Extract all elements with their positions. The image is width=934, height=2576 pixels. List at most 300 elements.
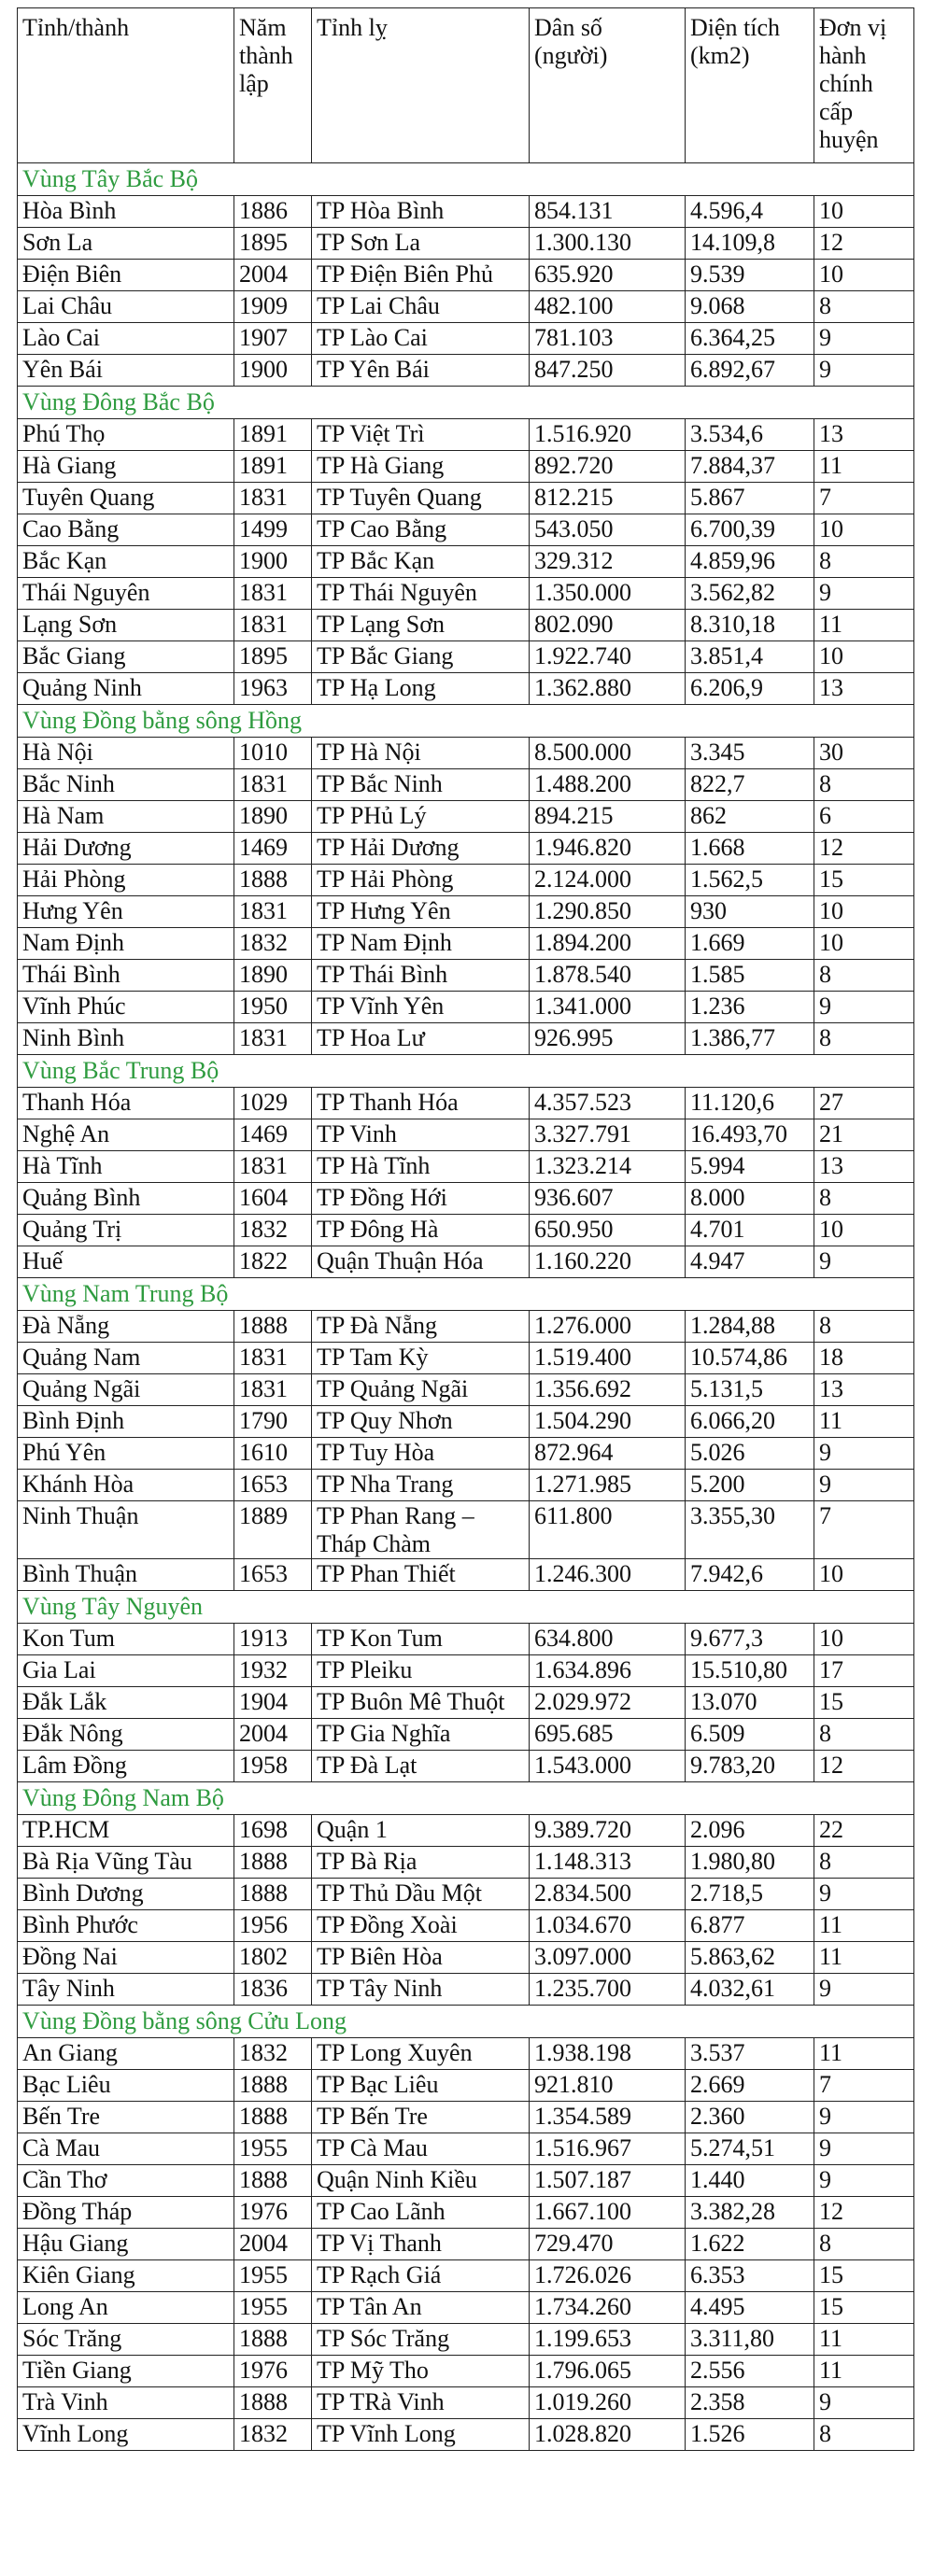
cell-founded-year: 1698	[234, 1815, 312, 1847]
cell-population: 3.327.791	[530, 1119, 686, 1151]
cell-district-units: 10	[814, 1559, 914, 1591]
cell-district-units: 8	[814, 1311, 914, 1343]
table-row	[18, 1559, 914, 1591]
cell-area: 822,7	[686, 769, 814, 801]
cell-founded-year: 1888	[234, 1311, 312, 1343]
cell-area: 9.677,3	[686, 1624, 814, 1655]
table-row	[18, 1246, 914, 1278]
cell-area: 13.070	[686, 1687, 814, 1719]
cell-area: 8.000	[686, 1183, 814, 1215]
region-row	[18, 163, 914, 196]
table-row	[18, 2260, 914, 2292]
cell-founded-year: 1832	[234, 2038, 312, 2070]
header-area: Diện tích (km2)	[686, 8, 814, 163]
cell-founded-year: 1831	[234, 896, 312, 928]
cell-capital: TP Vĩnh Long	[312, 2419, 530, 2451]
cell-area: 4.596,4	[686, 196, 814, 228]
cell-province: Lai Châu	[18, 291, 234, 323]
cell-population: 847.250	[530, 355, 686, 387]
cell-founded-year: 1932	[234, 1655, 312, 1687]
cell-area: 9.539	[686, 260, 814, 291]
cell-district-units: 8	[814, 2419, 914, 2451]
cell-capital: TP Nha Trang	[312, 1470, 530, 1501]
cell-founded-year: 1890	[234, 960, 312, 992]
cell-capital: TP Tây Ninh	[312, 1974, 530, 2006]
cell-founded-year: 1802	[234, 1942, 312, 1974]
cell-population: 926.995	[530, 1023, 686, 1055]
cell-province: Đà Nẵng	[18, 1311, 234, 1343]
table-row	[18, 2324, 914, 2356]
cell-province: Bình Dương	[18, 1879, 234, 1910]
cell-province: TP.HCM	[18, 1815, 234, 1847]
table-row	[18, 1719, 914, 1751]
region-row	[18, 1055, 914, 1088]
cell-district-units: 9	[814, 2387, 914, 2419]
cell-founded-year: 1891	[234, 451, 312, 483]
cell-district-units: 10	[814, 641, 914, 673]
cell-province: Cao Bằng	[18, 514, 234, 546]
cell-district-units: 9	[814, 1438, 914, 1470]
table-row	[18, 1215, 914, 1246]
table-row	[18, 960, 914, 992]
cell-founded-year: 1029	[234, 1088, 312, 1119]
table-row	[18, 1438, 914, 1470]
cell-district-units: 10	[814, 1215, 914, 1246]
cell-population: 2.834.500	[530, 1879, 686, 1910]
cell-capital: TP Đông Hà	[312, 1215, 530, 1246]
cell-province: Phú Yên	[18, 1438, 234, 1470]
cell-capital: TP Quảng Ngãi	[312, 1374, 530, 1406]
cell-founded-year: 1900	[234, 546, 312, 578]
cell-population: 9.389.720	[530, 1815, 686, 1847]
cell-population: 1.290.850	[530, 896, 686, 928]
cell-population: 1.726.026	[530, 2260, 686, 2292]
table-row	[18, 610, 914, 641]
cell-founded-year: 1963	[234, 673, 312, 705]
cell-founded-year: 1831	[234, 1151, 312, 1183]
cell-area: 1.622	[686, 2229, 814, 2260]
cell-population: 1.362.880	[530, 673, 686, 705]
cell-province: Bà Rịa Vũng Tàu	[18, 1847, 234, 1879]
table-row	[18, 2102, 914, 2133]
cell-district-units: 18	[814, 1343, 914, 1374]
cell-province: Cần Thơ	[18, 2165, 234, 2197]
cell-area: 7.884,37	[686, 451, 814, 483]
cell-capital: TP Gia Nghĩa	[312, 1719, 530, 1751]
cell-area: 2.669	[686, 2070, 814, 2102]
table-row	[18, 2356, 914, 2387]
cell-population: 936.607	[530, 1183, 686, 1215]
cell-population: 4.357.523	[530, 1088, 686, 1119]
cell-area: 6.353	[686, 2260, 814, 2292]
cell-founded-year: 1469	[234, 1119, 312, 1151]
table-row	[18, 1183, 914, 1215]
cell-area: 7.942,6	[686, 1559, 814, 1591]
cell-district-units: 10	[814, 260, 914, 291]
cell-population: 1.246.300	[530, 1559, 686, 1591]
cell-area: 6.066,20	[686, 1406, 814, 1438]
table-row	[18, 196, 914, 228]
cell-founded-year: 1499	[234, 514, 312, 546]
cell-population: 2.029.972	[530, 1687, 686, 1719]
cell-area: 1.669	[686, 928, 814, 960]
region-name: Vùng Đồng bằng sông Cửu Long	[18, 2006, 914, 2038]
cell-population: 802.090	[530, 610, 686, 641]
cell-capital: TP Hạ Long	[312, 673, 530, 705]
table-row	[18, 546, 914, 578]
cell-capital: TP Hải Dương	[312, 833, 530, 865]
cell-area: 5.867	[686, 483, 814, 514]
table-row	[18, 1974, 914, 2006]
cell-population: 1.276.000	[530, 1311, 686, 1343]
cell-population: 1.894.200	[530, 928, 686, 960]
cell-province: Bạc Liêu	[18, 2070, 234, 2102]
cell-capital: TP Sơn La	[312, 228, 530, 260]
cell-area: 4.495	[686, 2292, 814, 2324]
table-row	[18, 928, 914, 960]
table-row	[18, 228, 914, 260]
cell-area: 1.440	[686, 2165, 814, 2197]
cell-district-units: 10	[814, 514, 914, 546]
cell-capital: TP Mỹ Tho	[312, 2356, 530, 2387]
table-row	[18, 1374, 914, 1406]
cell-province: Đồng Nai	[18, 1942, 234, 1974]
cell-capital: TP Sóc Trăng	[312, 2324, 530, 2356]
table-row	[18, 1119, 914, 1151]
cell-district-units: 9	[814, 1470, 914, 1501]
region-name: Vùng Nam Trung Bộ	[18, 1278, 914, 1311]
cell-area: 6.206,9	[686, 673, 814, 705]
cell-district-units: 8	[814, 1719, 914, 1751]
table-row	[18, 896, 914, 928]
cell-province: Cà Mau	[18, 2133, 234, 2165]
cell-province: Vĩnh Long	[18, 2419, 234, 2451]
cell-province: Bắc Ninh	[18, 769, 234, 801]
cell-district-units: 11	[814, 1406, 914, 1438]
cell-district-units: 12	[814, 228, 914, 260]
cell-capital: TP Lào Cai	[312, 323, 530, 355]
cell-founded-year: 1831	[234, 769, 312, 801]
cell-province: Bình Định	[18, 1406, 234, 1438]
cell-area: 4.032,61	[686, 1974, 814, 2006]
cell-founded-year: 2004	[234, 260, 312, 291]
cell-district-units: 7	[814, 2070, 914, 2102]
header-row	[18, 8, 914, 163]
cell-area: 930	[686, 896, 814, 928]
cell-district-units: 17	[814, 1655, 914, 1687]
table-row	[18, 260, 914, 291]
cell-province: An Giang	[18, 2038, 234, 2070]
table-row	[18, 769, 914, 801]
cell-province: Quảng Ninh	[18, 673, 234, 705]
cell-district-units: 11	[814, 2038, 914, 2070]
cell-district-units: 9	[814, 2133, 914, 2165]
cell-area: 16.493,70	[686, 1119, 814, 1151]
table-row	[18, 451, 914, 483]
cell-province: Tuyên Quang	[18, 483, 234, 514]
cell-founded-year: 1010	[234, 738, 312, 769]
cell-area: 3.562,82	[686, 578, 814, 610]
region-row	[18, 1278, 914, 1311]
table-row	[18, 1687, 914, 1719]
cell-founded-year: 1822	[234, 1246, 312, 1278]
table-row	[18, 291, 914, 323]
cell-population: 1.354.589	[530, 2102, 686, 2133]
cell-district-units: 9	[814, 1974, 914, 2006]
cell-area: 4.701	[686, 1215, 814, 1246]
cell-population: 812.215	[530, 483, 686, 514]
cell-area: 2.358	[686, 2387, 814, 2419]
cell-district-units: 7	[814, 1501, 914, 1559]
cell-population: 729.470	[530, 2229, 686, 2260]
cell-founded-year: 1891	[234, 419, 312, 451]
cell-population: 611.800	[530, 1501, 686, 1559]
cell-district-units: 13	[814, 419, 914, 451]
cell-district-units: 11	[814, 2356, 914, 2387]
cell-capital: TP Tuy Hòa	[312, 1438, 530, 1470]
cell-area: 6.877	[686, 1910, 814, 1942]
cell-province: Sơn La	[18, 228, 234, 260]
table-row	[18, 673, 914, 705]
cell-district-units: 10	[814, 928, 914, 960]
cell-province: Hậu Giang	[18, 2229, 234, 2260]
cell-population: 1.160.220	[530, 1246, 686, 1278]
cell-province: Lạng Sơn	[18, 610, 234, 641]
header-founded-year: Năm thành lập	[234, 8, 312, 163]
cell-district-units: 12	[814, 2197, 914, 2229]
table-row	[18, 1470, 914, 1501]
cell-population: 3.097.000	[530, 1942, 686, 1974]
cell-area: 3.537	[686, 2038, 814, 2070]
region-row	[18, 387, 914, 419]
cell-area: 1.980,80	[686, 1847, 814, 1879]
cell-district-units: 15	[814, 865, 914, 896]
cell-founded-year: 1832	[234, 1215, 312, 1246]
cell-population: 1.350.000	[530, 578, 686, 610]
cell-population: 894.215	[530, 801, 686, 833]
cell-province: Hà Nội	[18, 738, 234, 769]
cell-province: Hà Giang	[18, 451, 234, 483]
cell-founded-year: 2004	[234, 2229, 312, 2260]
cell-population: 1.516.920	[530, 419, 686, 451]
table-row	[18, 2292, 914, 2324]
cell-capital: TP Hải Phòng	[312, 865, 530, 896]
cell-founded-year: 1888	[234, 865, 312, 896]
cell-province: Bến Tre	[18, 2102, 234, 2133]
cell-capital: TP Nam Định	[312, 928, 530, 960]
cell-founded-year: 1909	[234, 291, 312, 323]
cell-area: 5.274,51	[686, 2133, 814, 2165]
cell-district-units: 12	[814, 1751, 914, 1782]
cell-district-units: 8	[814, 546, 914, 578]
table-row	[18, 2165, 914, 2197]
cell-founded-year: 1889	[234, 1501, 312, 1559]
cell-area: 5.131,5	[686, 1374, 814, 1406]
province-table-sheet	[17, 7, 913, 2451]
table-row	[18, 1023, 914, 1055]
table-row	[18, 1088, 914, 1119]
table-row	[18, 2229, 914, 2260]
cell-population: 1.878.540	[530, 960, 686, 992]
cell-founded-year: 1888	[234, 1847, 312, 1879]
cell-district-units: 30	[814, 738, 914, 769]
cell-area: 1.236	[686, 992, 814, 1023]
cell-area: 1.668	[686, 833, 814, 865]
cell-population: 1.341.000	[530, 992, 686, 1023]
cell-capital: TP Phan Thiết	[312, 1559, 530, 1591]
cell-province: Huế	[18, 1246, 234, 1278]
table-row	[18, 833, 914, 865]
cell-population: 482.100	[530, 291, 686, 323]
cell-area: 5.026	[686, 1438, 814, 1470]
cell-capital: TP Việt Trì	[312, 419, 530, 451]
cell-area: 8.310,18	[686, 610, 814, 641]
header-district-units: Đơn vị hành chính cấp huyện	[814, 8, 914, 163]
cell-district-units: 11	[814, 1942, 914, 1974]
cell-population: 1.734.260	[530, 2292, 686, 2324]
cell-population: 1.634.896	[530, 1655, 686, 1687]
cell-area: 1.585	[686, 960, 814, 992]
cell-founded-year: 1890	[234, 801, 312, 833]
cell-founded-year: 1904	[234, 1687, 312, 1719]
cell-population: 2.124.000	[530, 865, 686, 896]
cell-district-units: 8	[814, 1023, 914, 1055]
cell-founded-year: 1888	[234, 2070, 312, 2102]
cell-population: 1.323.214	[530, 1151, 686, 1183]
cell-founded-year: 1604	[234, 1183, 312, 1215]
cell-area: 3.851,4	[686, 641, 814, 673]
cell-district-units: 27	[814, 1088, 914, 1119]
cell-founded-year: 1900	[234, 355, 312, 387]
cell-district-units: 21	[814, 1119, 914, 1151]
cell-population: 1.271.985	[530, 1470, 686, 1501]
cell-district-units: 11	[814, 1910, 914, 1942]
cell-population: 1.019.260	[530, 2387, 686, 2419]
cell-capital: Quận 1	[312, 1815, 530, 1847]
cell-province: Bình Phước	[18, 1910, 234, 1942]
cell-population: 1.946.820	[530, 833, 686, 865]
cell-population: 781.103	[530, 323, 686, 355]
cell-capital: TP Đà Nẵng	[312, 1311, 530, 1343]
cell-founded-year: 1888	[234, 2324, 312, 2356]
cell-area: 2.556	[686, 2356, 814, 2387]
cell-district-units: 9	[814, 2102, 914, 2133]
cell-province: Kon Tum	[18, 1624, 234, 1655]
cell-district-units: 9	[814, 2165, 914, 2197]
cell-province: Trà Vinh	[18, 2387, 234, 2419]
cell-capital: TP Tuyên Quang	[312, 483, 530, 514]
table-row	[18, 1343, 914, 1374]
cell-capital: Quận Thuận Hóa	[312, 1246, 530, 1278]
cell-population: 1.796.065	[530, 2356, 686, 2387]
cell-province: Ninh Bình	[18, 1023, 234, 1055]
table-row	[18, 1847, 914, 1879]
cell-province: Ninh Thuận	[18, 1501, 234, 1559]
region-row	[18, 2006, 914, 2038]
cell-province: Quảng Ngãi	[18, 1374, 234, 1406]
cell-capital: TP Đồng Hới	[312, 1183, 530, 1215]
cell-founded-year: 1895	[234, 228, 312, 260]
table-row	[18, 323, 914, 355]
cell-capital: TP Kon Tum	[312, 1624, 530, 1655]
cell-area: 1.526	[686, 2419, 814, 2451]
cell-district-units: 8	[814, 769, 914, 801]
cell-capital: TP Vinh	[312, 1119, 530, 1151]
cell-population: 1.199.653	[530, 2324, 686, 2356]
table-row	[18, 419, 914, 451]
cell-population: 1.148.313	[530, 1847, 686, 1879]
cell-province: Nghệ An	[18, 1119, 234, 1151]
table-row	[18, 801, 914, 833]
cell-province: Lào Cai	[18, 323, 234, 355]
province-table	[17, 7, 914, 2451]
cell-founded-year: 1832	[234, 928, 312, 960]
cell-area: 862	[686, 801, 814, 833]
cell-capital: TP Bà Rịa	[312, 1847, 530, 1879]
cell-area: 5.200	[686, 1470, 814, 1501]
cell-area: 10.574,86	[686, 1343, 814, 1374]
region-row	[18, 705, 914, 738]
table-row	[18, 2133, 914, 2165]
cell-population: 1.516.967	[530, 2133, 686, 2165]
region-name: Vùng Tây Nguyên	[18, 1591, 914, 1624]
cell-area: 6.700,39	[686, 514, 814, 546]
cell-province: Phú Thọ	[18, 419, 234, 451]
cell-capital: TP PHủ Lý	[312, 801, 530, 833]
cell-province: Hòa Bình	[18, 196, 234, 228]
cell-area: 3.382,28	[686, 2197, 814, 2229]
table-body	[18, 163, 914, 2451]
cell-area: 1.284,88	[686, 1311, 814, 1343]
cell-area: 15.510,80	[686, 1655, 814, 1687]
cell-founded-year: 1469	[234, 833, 312, 865]
cell-capital: TP Buôn Mê Thuột	[312, 1687, 530, 1719]
cell-province: Hải Phòng	[18, 865, 234, 896]
cell-population: 329.312	[530, 546, 686, 578]
cell-district-units: 10	[814, 896, 914, 928]
cell-area: 3.534,6	[686, 419, 814, 451]
cell-capital: TP Vị Thanh	[312, 2229, 530, 2260]
cell-district-units: 11	[814, 610, 914, 641]
table-row	[18, 1942, 914, 1974]
cell-population: 635.920	[530, 260, 686, 291]
cell-founded-year: 1955	[234, 2133, 312, 2165]
cell-province: Long An	[18, 2292, 234, 2324]
cell-province: Yên Bái	[18, 355, 234, 387]
cell-province: Khánh Hòa	[18, 1470, 234, 1501]
cell-founded-year: 1790	[234, 1406, 312, 1438]
cell-population: 1.028.820	[530, 2419, 686, 2451]
cell-founded-year: 1976	[234, 2197, 312, 2229]
cell-capital: TP Vĩnh Yên	[312, 992, 530, 1023]
cell-capital: TP Lạng Sơn	[312, 610, 530, 641]
cell-area: 9.068	[686, 291, 814, 323]
cell-population: 1.488.200	[530, 769, 686, 801]
cell-district-units: 9	[814, 323, 914, 355]
cell-founded-year: 1653	[234, 1470, 312, 1501]
cell-population: 1.300.130	[530, 228, 686, 260]
cell-founded-year: 1955	[234, 2260, 312, 2292]
cell-founded-year: 1610	[234, 1438, 312, 1470]
cell-district-units: 8	[814, 1183, 914, 1215]
cell-capital: TP Cà Mau	[312, 2133, 530, 2165]
cell-founded-year: 1888	[234, 2102, 312, 2133]
cell-capital: TP Cao Lãnh	[312, 2197, 530, 2229]
cell-district-units: 8	[814, 2229, 914, 2260]
cell-founded-year: 1888	[234, 2387, 312, 2419]
table-row	[18, 2387, 914, 2419]
cell-district-units: 8	[814, 1847, 914, 1879]
